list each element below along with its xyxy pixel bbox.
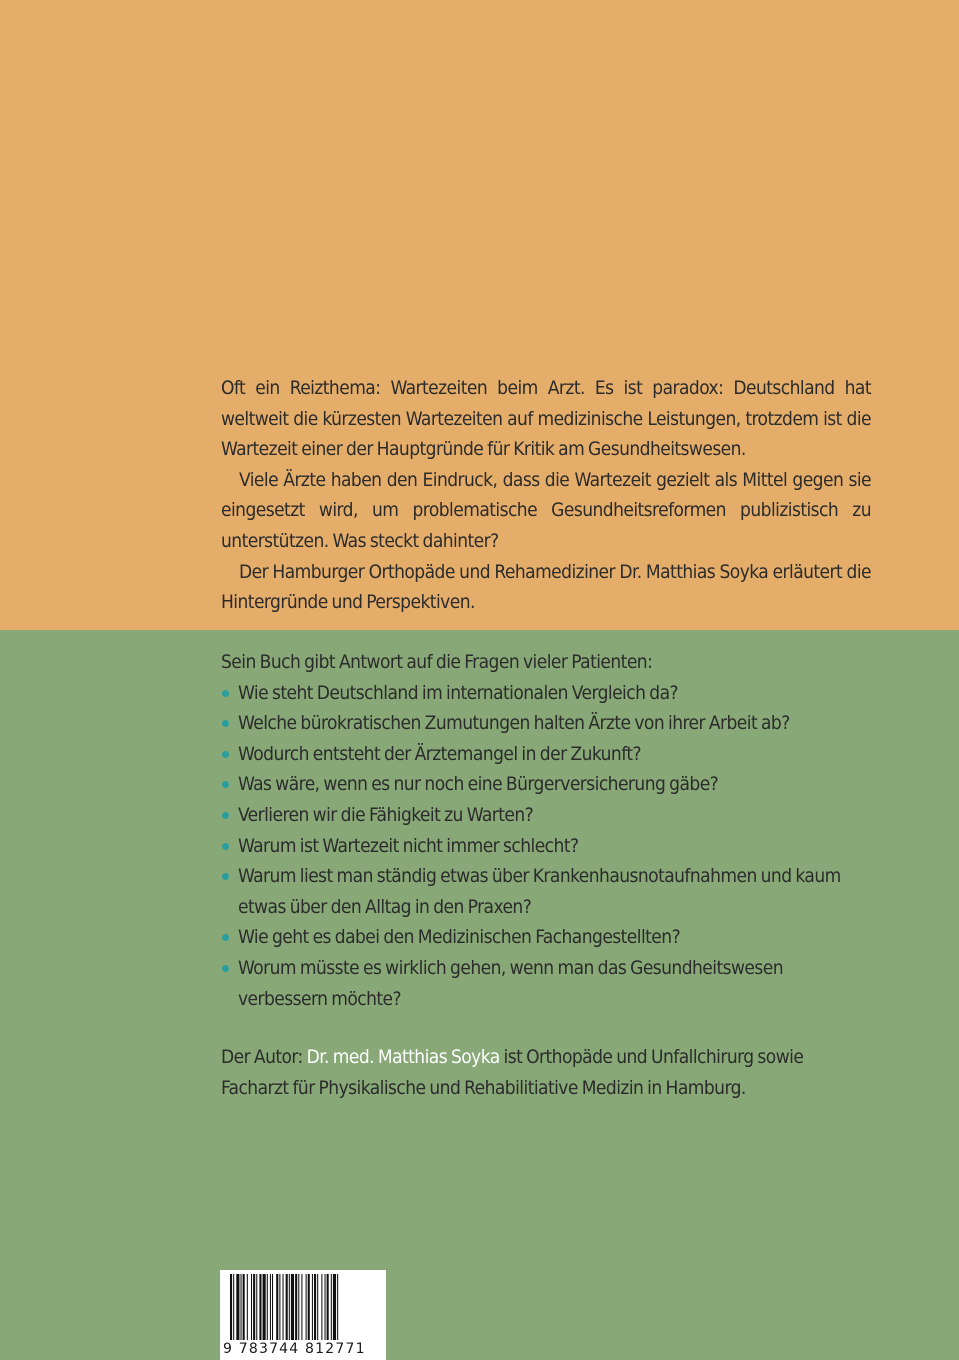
barcode-bar bbox=[289, 1274, 290, 1340]
question-text: Warum ist Wartezeit nicht immer schlecht? bbox=[238, 834, 579, 857]
barcode-bar bbox=[306, 1274, 307, 1340]
barcode-bar bbox=[243, 1274, 245, 1340]
barcode-bar bbox=[298, 1274, 299, 1340]
questions-heading: Sein Buch gibt Antwort auf die Fragen vieler Patienten: bbox=[221, 651, 653, 673]
barcode-bar bbox=[314, 1274, 316, 1340]
question-text: Wodurch entsteht der Ärztemangel in der Zukunft? bbox=[238, 742, 642, 765]
barcode-bar bbox=[230, 1274, 232, 1340]
list-item bbox=[221, 739, 871, 770]
bullet-dot-icon bbox=[222, 751, 229, 758]
barcode-bar bbox=[272, 1274, 273, 1340]
barcode-bar bbox=[233, 1274, 234, 1340]
barcode-bar bbox=[321, 1274, 322, 1340]
barcode-bar bbox=[317, 1274, 318, 1340]
bullet-dot-icon bbox=[222, 965, 229, 972]
bullet-dot-icon bbox=[222, 843, 229, 850]
barcode-bar bbox=[308, 1274, 310, 1340]
author-prefix: Der Autor: bbox=[221, 1046, 307, 1068]
barcode-digits: 9 783744 812771 bbox=[223, 1341, 366, 1357]
list-item bbox=[221, 953, 871, 1014]
author-description: ist Orthopäde und Unfallchirurg sowie Facharzt für Physikalische und Rehabilitiative Medizin in Hamburg. bbox=[221, 1046, 804, 1099]
question-text: Wie geht es dabei den Medizinischen Fachangestellten? bbox=[238, 926, 681, 949]
barcode-bar bbox=[253, 1274, 255, 1340]
question-text: Verlieren wir die Fähigkeit zu Warten? bbox=[238, 803, 534, 826]
question-text: Worum müsste es wirklich gehen, wenn man das Gesundheitswesen verbessern möchte? bbox=[238, 956, 784, 1010]
author-paragraph bbox=[221, 1042, 871, 1103]
barcode-bar bbox=[247, 1274, 248, 1340]
bullet-dot-icon bbox=[222, 690, 229, 697]
barcode-bar bbox=[241, 1274, 242, 1340]
barcode-bar bbox=[337, 1274, 338, 1340]
barcode-bar bbox=[295, 1274, 297, 1340]
barcode-bar bbox=[286, 1274, 288, 1340]
barcode-bar bbox=[256, 1274, 257, 1340]
bullet-dot-icon bbox=[222, 873, 229, 880]
barcode-bar bbox=[283, 1274, 284, 1340]
barcode-bar bbox=[267, 1274, 268, 1340]
barcode-bar bbox=[279, 1274, 280, 1340]
list-item bbox=[221, 708, 871, 739]
bullet-dot-icon bbox=[222, 781, 229, 788]
question-text: Wie steht Deutschland im internationalen Vergleich da? bbox=[238, 681, 679, 704]
intro-paragraph-1: Oft ein Reizthema: Wartezeiten beim Arzt. Es ist paradox: Deutschland hat weltweit die kürzesten Wartezeiten auf medizinische Leistungen, trotzdem ist die Wartezeit einer der Hauptgründe für Kritik am Gesundheitswesen. bbox=[221, 377, 871, 461]
list-item bbox=[221, 922, 871, 953]
bullet-dot-icon bbox=[222, 934, 229, 941]
barcode-bar bbox=[259, 1274, 261, 1340]
question-text: Welche bürokratischen Zumutungen halten Ärzte von ihrer Arbeit ab? bbox=[238, 712, 790, 735]
barcode-bar bbox=[301, 1274, 302, 1340]
questions-section bbox=[221, 647, 871, 1014]
barcode-bar bbox=[333, 1274, 336, 1340]
question-text: Warum liest man ständig etwas über Krankenhausnotaufnahmen und kaum etwas über den Alltag in den Praxen? bbox=[238, 865, 841, 918]
barcode-bar bbox=[251, 1274, 252, 1340]
barcode-bar bbox=[236, 1274, 239, 1340]
barcode-bar bbox=[291, 1274, 294, 1340]
question-text: Was wäre, wenn es nur noch eine Bürgerversicherung gäbe? bbox=[238, 773, 719, 796]
author-section bbox=[221, 1042, 871, 1103]
questions-list bbox=[221, 678, 871, 1015]
list-item bbox=[221, 769, 871, 800]
intro-paragraph-3: Der Hamburger Orthopäde und Rehamediziner Dr. Matthias Soyka erläutert die Hintergründe und Perspektiven. bbox=[221, 560, 871, 614]
intro-text bbox=[221, 373, 871, 618]
barcode-bar bbox=[312, 1274, 313, 1340]
author-name: Dr. med. Matthias Soyka bbox=[306, 1046, 500, 1068]
list-item bbox=[221, 678, 871, 709]
bullet-dot-icon bbox=[222, 812, 229, 819]
list-item bbox=[221, 861, 871, 922]
barcode-bar bbox=[331, 1274, 332, 1340]
isbn-barcode bbox=[220, 1270, 386, 1360]
barcode-bar bbox=[263, 1274, 266, 1340]
barcode-bar bbox=[327, 1274, 329, 1340]
list-item bbox=[221, 831, 871, 862]
barcode-bar bbox=[325, 1274, 326, 1340]
barcode-bar bbox=[270, 1274, 271, 1340]
barcode-bar bbox=[276, 1274, 278, 1340]
bullet-dot-icon bbox=[222, 720, 229, 727]
intro-paragraph-2: Viele Ärzte haben den Eindruck, dass die Wartezeit gezielt als Mittel gegen sie eingesetzt wird, um problematische Gesundheitsreformen publizistisch zu unterstützen. Was steckt dahinter? bbox=[221, 468, 871, 552]
list-item bbox=[221, 800, 871, 831]
barcode-bars-icon bbox=[230, 1274, 376, 1340]
